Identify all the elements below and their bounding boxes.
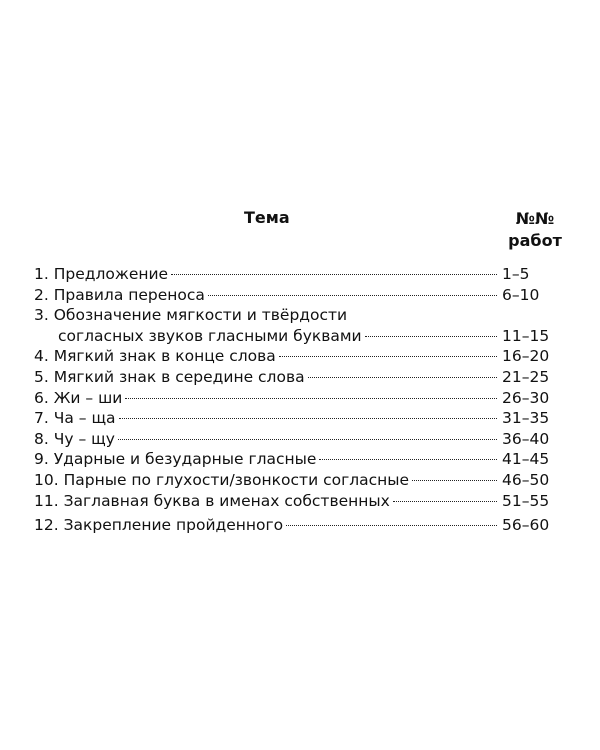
toc-title: 4. Мягкий знак в конце слова xyxy=(34,347,276,366)
toc-work-range: 6–10 xyxy=(502,285,540,304)
toc-row-7 xyxy=(34,408,564,429)
toc-work-range: 51–55 xyxy=(502,491,550,510)
toc-title: 8. Чу – щу xyxy=(34,429,115,448)
dot-leader xyxy=(412,480,497,481)
toc-work-range: 56–60 xyxy=(502,516,550,535)
toc-title: 1. Предложение xyxy=(34,265,169,283)
toc-row-9 xyxy=(34,449,564,470)
toc-row-10 xyxy=(34,470,564,491)
toc-work-range: 16–20 xyxy=(502,347,550,366)
dot-leader xyxy=(171,274,497,275)
dot-leader xyxy=(125,398,497,399)
toc-row-3-line-2 xyxy=(34,326,564,347)
toc-work-range: 31–35 xyxy=(502,409,550,428)
toc-row-11 xyxy=(34,491,564,512)
toc-work-range: 1–5 xyxy=(502,265,530,283)
toc-work-range: 36–40 xyxy=(502,429,550,448)
table-of-contents xyxy=(34,264,564,536)
dot-leader xyxy=(118,439,497,440)
dot-leader xyxy=(393,501,497,502)
toc-title: 7. Ча – ща xyxy=(34,409,116,428)
toc-title: 6. Жи – ши xyxy=(34,388,123,407)
toc-work-range: 26–30 xyxy=(502,388,550,407)
dot-leader xyxy=(319,459,497,460)
toc-title: 10. Парные по глухости/звонкости согласные xyxy=(34,470,410,489)
toc-row-3-line-1 xyxy=(34,305,564,326)
toc-title: 12. Закрепление пройденного xyxy=(34,516,284,535)
toc-work-range: 41–45 xyxy=(502,450,550,469)
dot-leader xyxy=(279,356,497,357)
toc-title: 5. Мягкий знак в середине слова xyxy=(34,367,305,386)
dot-leader xyxy=(119,418,497,419)
column-header-work-numbers xyxy=(504,208,566,252)
dot-leader xyxy=(286,525,497,526)
toc-row-5 xyxy=(34,367,564,388)
toc-work-range: 11–15 xyxy=(502,326,550,345)
toc-row-1 xyxy=(34,264,564,285)
toc-row-2 xyxy=(34,285,564,306)
toc-row-4 xyxy=(34,346,564,367)
dot-leader xyxy=(308,377,497,378)
column-header-topic: Тема xyxy=(244,208,290,227)
toc-title: 9. Ударные и безударные гласные xyxy=(34,450,317,469)
toc-title-line-2: согласных звуков гласными буквами xyxy=(58,326,362,345)
toc-title: 2. Правила переноса xyxy=(34,285,205,304)
column-header-nums-symbol: №№ xyxy=(515,209,555,228)
toc-work-range: 46–50 xyxy=(502,470,550,489)
toc-row-6 xyxy=(34,388,564,409)
column-header-nums-word: работ xyxy=(508,231,562,250)
dot-leader xyxy=(365,336,497,337)
toc-row-12 xyxy=(34,515,564,536)
toc-title-line-1: 3. Обозначение мягкости и твёрдости xyxy=(34,306,348,325)
toc-row-8 xyxy=(34,429,564,450)
toc-title: 11. Заглавная буква в именах собственных xyxy=(34,491,390,510)
dot-leader xyxy=(208,295,497,296)
toc-work-range: 21–25 xyxy=(502,367,550,386)
